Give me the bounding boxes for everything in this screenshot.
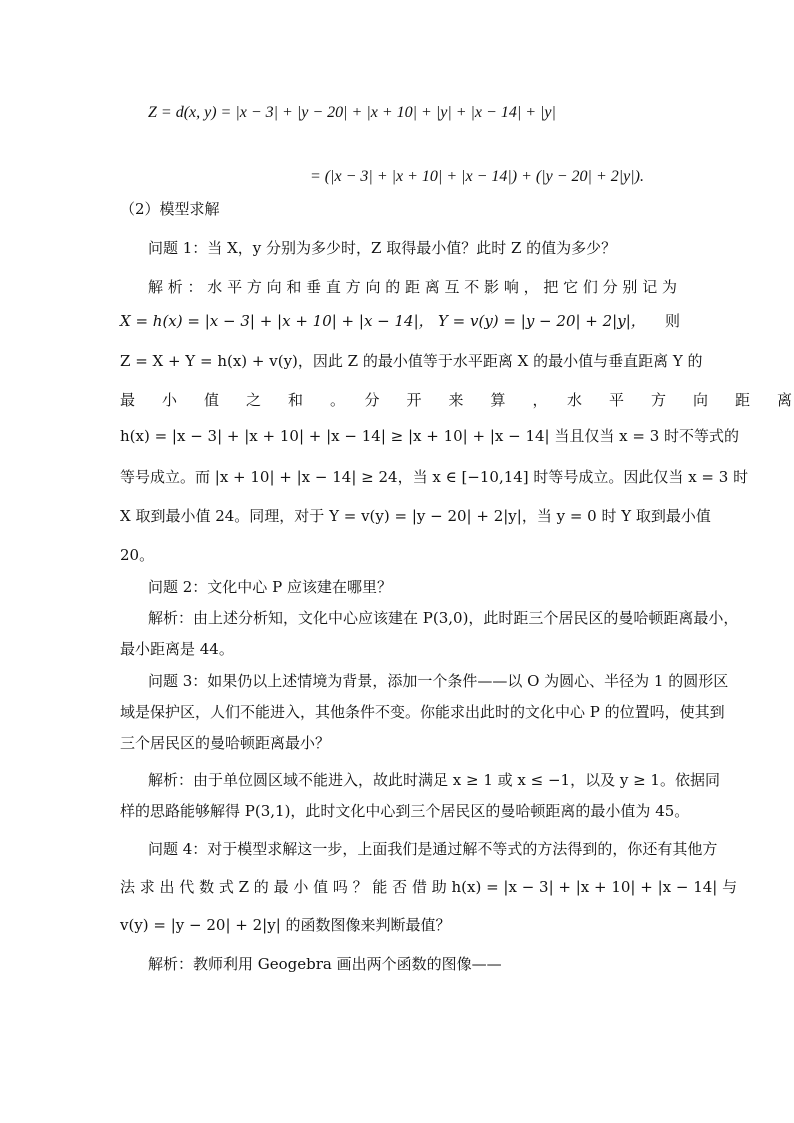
question-4-line-2: 法 求 出 代 数 式 Z 的 最 小 值 吗 ？ 能 否 借 助 h(x) = |x − 3| + |x + 10| + |x − 14| 与 xyxy=(120,878,738,896)
answer-2-line-1: 解析：由上述分析知，文化中心应该建在 P(3,0)，此时距三个居民区的曼哈顿距离最小， xyxy=(148,609,739,627)
answer-1-line-4: 最 小 值 之 和 。 分 开 来 算 ， 水 平 方 向 距 离 xyxy=(120,391,792,409)
question-2: 问题 2：文化中心 P 应该建在哪里？ xyxy=(148,578,392,596)
answer-4-line-1: 解析：教师利用 Geogebra 画出两个函数的图像—— xyxy=(148,955,502,973)
answer-1-line-6: 等号成立。而 |x + 10| + |x − 14| ≥ 24，当 x ∈ [−10,14] 时等号成立。因此仅当 x = 3 时 xyxy=(120,468,749,486)
equation-z-grouped: = (|x − 3| + |x + 10| + |x − 14|) + (|y − 20| + 2|y|). xyxy=(310,168,644,185)
h-of-x-definition: X = h(x) = |x − 3| + |x + 10| + |x − 14|， xyxy=(120,312,434,330)
question-3-line-3: 三个居民区的曼哈顿距离最小？ xyxy=(120,734,331,752)
answer-1-line-2 xyxy=(120,310,680,332)
v-of-y-definition: Y = v(y) = |y − 20| + 2|y|， xyxy=(438,312,646,330)
answer-1-line-5: h(x) = |x − 3| + |x + 10| + |x − 14| ≥ |x + 10| + |x − 14| 当且仅当 x = 3 时不等式的 xyxy=(120,427,740,445)
answer-3-line-2: 样的思路能够解得 P(3,1)，此时文化中心到三个居民区的曼哈顿距离的最小值为 45。 xyxy=(120,802,690,820)
equation-z-definition: Z = d(x, y) = |x − 3| + |y − 20| + |x + 10| + |y| + |x − 14| + |y| xyxy=(148,104,556,121)
answer-1-line-1: 解 析 ： 水 平 方 向 和 垂 直 方 向 的 距 离 互 不 影 响 ， 把 它 们 分 别 记 为 xyxy=(148,278,677,296)
answer-3-line-1: 解析：由于单位圆区域不能进入，故此时满足 x ≥ 1 或 x ≤ −1，以及 y ≥ 1。依据同 xyxy=(148,771,720,789)
answer-2-line-2: 最小距离是 44。 xyxy=(120,640,234,658)
question-4-line-1: 问题 4：对于模型求解这一步，上面我们是通过解不等式的方法得到的，你还有其他方 xyxy=(148,840,718,858)
question-3-line-1: 问题 3：如果仍以上述情境为背景，添加一个条件——以 O 为圆心、半径为 1 的圆形区 xyxy=(148,672,729,690)
section-heading-model-solving: （2）模型求解 xyxy=(120,200,220,218)
answer-1-line-7: X 取到最小值 24。同理，对于 Y = v(y) = |y − 20| + 2|y|，当 y = 0 时 Y 取到最小值 xyxy=(120,507,711,525)
answer-1-line-3: Z = X + Y = h(x) + v(y)，因此 Z 的最小值等于水平距离 X 的最小值与垂直距离 Y 的 xyxy=(120,352,703,370)
question-4-line-3: v(y) = |y − 20| + 2|y| 的函数图像来判断最值？ xyxy=(120,916,451,934)
answer-1-line-8: 20。 xyxy=(120,546,155,564)
question-3-line-2: 域是保护区，人们不能进入，其他条件不变。你能求出此时的文化中心 P 的位置吗，使其到 xyxy=(120,703,725,721)
then-word: 则 xyxy=(665,312,681,330)
question-1: 问题 1：当 X，y 分别为多少时，Z 取得最小值？此时 Z 的值为多少？ xyxy=(148,239,617,257)
